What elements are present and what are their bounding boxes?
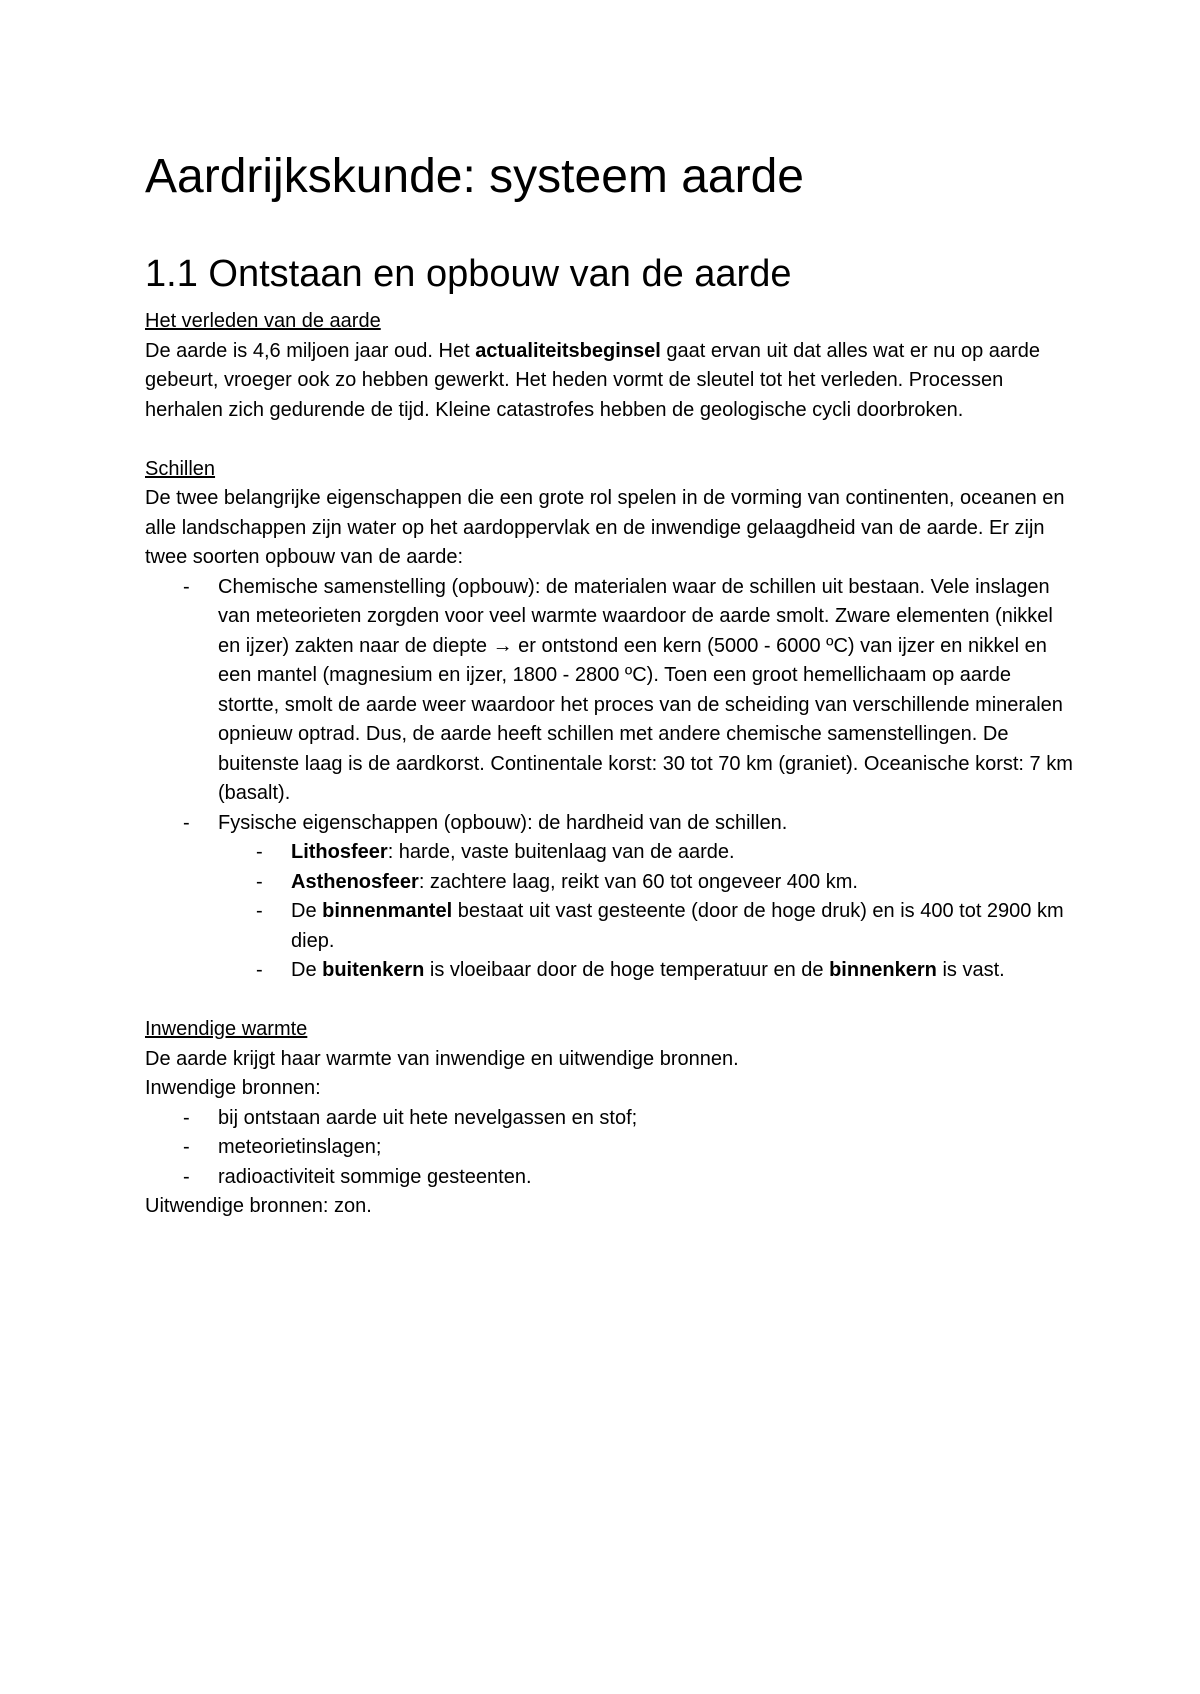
list-inwendige-bronnen <box>145 1104 1075 1193</box>
list-item-lithosfeer: - Lithosfeer: harde, vaste buitenlaag van de aarde. <box>218 838 1075 868</box>
term-actualiteitsbeginsel: actualiteitsbeginsel <box>475 339 661 362</box>
subheading-warmte: Inwendige warmte <box>145 1018 308 1040</box>
term-asthenosfeer: Asthenosfeer <box>291 870 419 893</box>
list-item-binnenmantel: - De binnenmantel bestaat uit vast gesteente (door de hoge druk) en is 400 tot 2900 km diep. <box>218 897 1075 956</box>
dash-bullet: - <box>256 959 263 981</box>
dash-bullet: - <box>256 900 263 922</box>
spacer <box>145 425 1075 455</box>
term-binnenkern: binnenkern <box>829 959 937 981</box>
list-item-chemisch: - Chemische samenstelling (opbouw): de materialen waar de schillen uit bestaan. Vele inslagen van meteorieten zorgden voor veel warmte waardoor de aarde smolt. Zware elementen (nikkel en ijzer) zakten naar de diepte → er ontstond een kern (5000 - 6000 ºC) van ijzer en nikkel en een mantel (magnesium en ijzer, 1800 - 2800 ºC). Toen een groot hemellichaam op aarde stortte, smolt de aarde weer waardoor het proces van de scheiding van verschillende mineralen opnieuw optrad. Dus, de aarde heeft schillen met andere chemische samenstellingen. De buitenste laag is de aardkorst. Continentale korst: 30 tot 70 km (graniet). Oceanische korst: 7 km (basalt). <box>145 573 1075 809</box>
dash-bullet: - <box>183 1136 190 1158</box>
list-item-fysisch: - Fysische eigenschappen (opbouw): de hardheid van de schillen. - Lithosfeer: harde, vaste buitenlaag van de aarde. - Asthenosfeer: zachtere laag, reikt van 60 tot ongeveer 400 km. - De binnenmantel bestaat uit vast gesteente (door de hoge druk) en is 400 tot 2900 km diep. - De buitenkern is vloeibaar door de hoge temperatuur en de binnenkern is vast. <box>145 809 1075 986</box>
term-lithosfeer: Lithosfeer <box>291 841 388 863</box>
paragraph-schillen-intro: De twee belangrijke eigenschappen die een grote rol spelen in de vorming van continenten, oceanen en alle landschappen zijn water op het aardoppervlak en de inwendige gelaagdheid van de aarde. Er zijn twee soorten opbouw van de aarde: <box>145 487 1065 568</box>
term-buitenkern: buitenkern <box>322 959 425 981</box>
list-opbouw <box>145 573 1075 986</box>
subheading-verleden: Het verleden van de aarde <box>145 310 381 332</box>
list-item-asthenosfeer: - Asthenosfeer: zachtere laag, reikt van 60 tot ongeveer 400 km. <box>218 868 1075 898</box>
list-item: - meteorietinslagen; <box>145 1133 1075 1163</box>
paragraph-warmte-1: De aarde krijgt haar warmte van inwendige en uitwendige bronnen. <box>145 1047 739 1070</box>
paragraph-verleden: De aarde is 4,6 miljoen jaar oud. Het actualiteitsbeginsel gaat ervan uit dat alles wat er nu op aarde gebeurt, vroeger ook zo hebben gewerkt. Het heden vormt de sleutel tot het verleden. Processen herhalen zich gedurende de tijd. Kleine catastrofes hebben de geologische cycli doorbroken. <box>145 339 1040 421</box>
list-fysische-lagen <box>218 838 1075 986</box>
subheading-schillen: Schillen <box>145 457 216 480</box>
dash-bullet: - <box>256 841 263 863</box>
term-binnenmantel: binnenmantel <box>322 900 453 922</box>
dash-bullet: - <box>183 1165 190 1188</box>
document-body <box>145 148 1075 1222</box>
section-heading: 1.1 Ontstaan en opbouw van de aarde <box>145 253 792 295</box>
list-item: - radioactiviteit sommige gesteenten. <box>145 1163 1075 1193</box>
page-title: Aardrijkskunde: systeem aarde <box>145 150 804 203</box>
spacer <box>145 986 1075 1016</box>
dash-bullet: - <box>183 811 190 834</box>
paragraph-warmte-2: Inwendige bronnen: <box>145 1077 321 1099</box>
paragraph-warmte-3: Uitwendige bronnen: zon. <box>145 1195 372 1217</box>
list-item: - bij ontstaan aarde uit hete nevelgassen en stof; <box>145 1104 1075 1134</box>
dash-bullet: - <box>183 575 190 598</box>
dash-bullet: - <box>256 870 263 893</box>
list-item-kern: - De buitenkern is vloeibaar door de hoge temperatuur en de binnenkern is vast. <box>218 956 1075 986</box>
dash-bullet: - <box>183 1106 190 1129</box>
